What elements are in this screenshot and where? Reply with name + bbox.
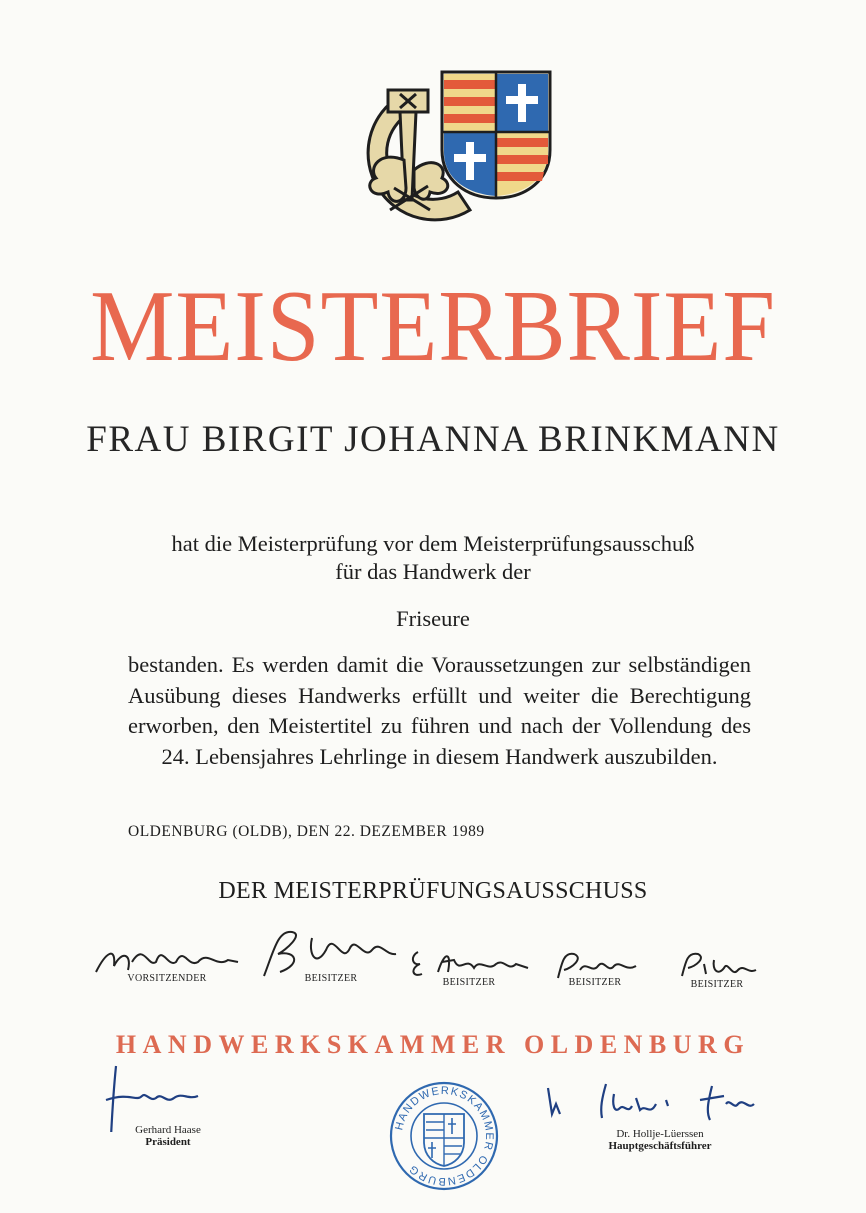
chamber-name: HANDWERKSKAMMER OLDENBURG	[115, 1030, 751, 1059]
signature-chairman	[92, 932, 242, 984]
manager-signature	[540, 1074, 800, 1134]
role-label: BEISITZER	[304, 973, 358, 984]
role-label: BEISITZER	[690, 979, 744, 990]
place-and-date: OLDENBURG (OLDB), DEN 22. DEZEMBER 1989	[128, 823, 485, 840]
president-signature	[100, 1062, 210, 1132]
role-label: BEISITZER	[442, 977, 496, 988]
president-name: Gerhard Haase	[135, 1124, 201, 1136]
manager-title: Hauptgeschäftsführer	[608, 1140, 712, 1152]
hammer-oak-emblem-icon	[330, 60, 560, 238]
president-block	[100, 1062, 210, 1162]
signature-assessor-4	[672, 940, 762, 990]
oldenburg-coat-of-arms-icon	[442, 72, 550, 198]
certificate-body: bestanden. Es werden damit die Voraussetzungen zur selbständigen Ausübung dieses Handwerks erfüllt und weiter die Berechtigung erworben, den Meistertitel zu führen und nach der Vollendung des 24. Lebensjahres Lehrlinge in diesem Handwerk auszubilden.	[128, 652, 751, 769]
role-label: BEISITZER	[568, 977, 622, 988]
signature-assessor-1	[256, 920, 406, 984]
intro-text	[100, 530, 766, 586]
manager-block	[540, 1074, 800, 1170]
role-label: VORSITZENDER	[127, 973, 207, 984]
trade-name: Friseure	[396, 606, 470, 631]
chamber-seal-icon	[388, 1080, 500, 1192]
manager-name: Dr. Hollje-Lüerssen	[616, 1128, 704, 1140]
president-title: Präsident	[145, 1136, 191, 1148]
signature-assessor-2	[404, 938, 534, 988]
intro-line-2: für das Handwerk der	[335, 559, 531, 584]
certificate-title: MEISTERBRIEF	[90, 270, 776, 383]
signature-assessor-3	[550, 940, 640, 988]
seal-ring-text: HANDWERKSKAMMER OLDENBURG	[393, 1084, 496, 1188]
recipient-name: FRAU BIRGIT JOHANNA BRINKMANN	[86, 419, 780, 460]
intro-line-1: hat die Meisterprüfung vor dem Meisterprüfungsausschuß	[171, 531, 695, 556]
committee-heading: DER MEISTERPRÜFUNGSAUSSCHUSS	[218, 878, 648, 904]
